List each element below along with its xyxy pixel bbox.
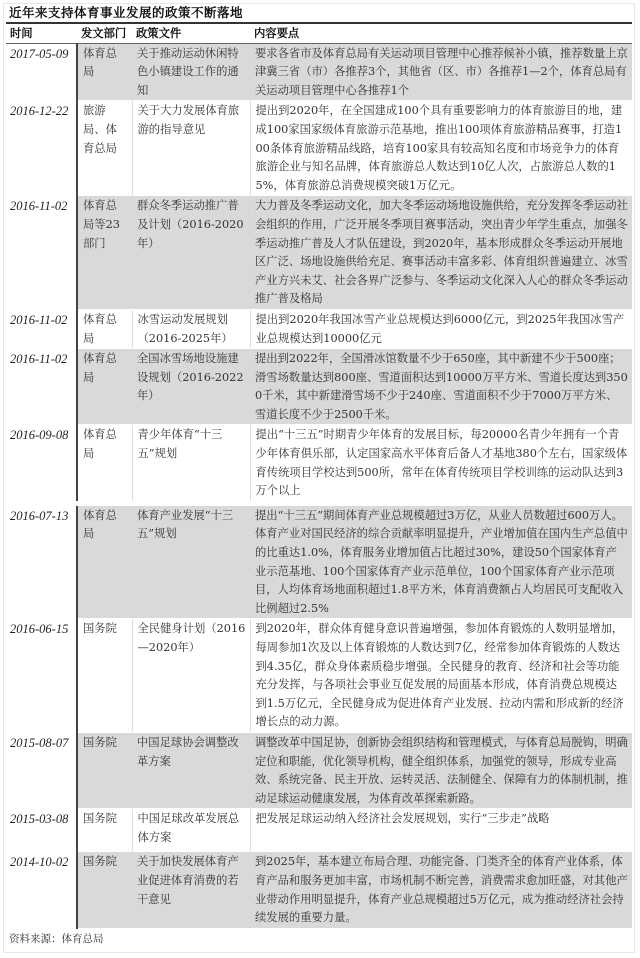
table-row <box>6 196 632 310</box>
table-row <box>6 732 632 808</box>
content-cell: 到2020年，群众体育健身意识普遍增强，参加体育锻炼的人数明显增加，每周参加1次及以上体育锻炼的人数达到7亿，经常参加体育锻炼的人数达到4.35亿，群众身体素质稳步增强。全民健身的教育、经济和社会等功能充分发挥，与各项社会事业互促发展的局面基本形成，体育消费总规模达到1.5万亿元，全民健身成为促进体育产业发展、拉动内需和形成新的经济增长点的动力源。 <box>250 619 632 733</box>
doc-cell: 中国足球改革发展总体方案 <box>132 809 250 852</box>
content-cell: 提出“十三五”时期青少年体育的发展目标，每20000名青少年拥有一个青少年体育俱乐部，认定国家高水平体育后备人才基地380个左右，国家级体育传统项目学校达到500所，常年在体育传统项目学校训练的运动队达到3万个以上 <box>250 425 632 503</box>
table-row <box>6 425 632 503</box>
table-row <box>6 43 632 101</box>
table-row <box>6 309 632 348</box>
date-cell: 2016-11-02 <box>6 309 77 348</box>
table-row <box>6 503 632 619</box>
date-cell: 2016-12-22 <box>6 101 77 196</box>
date-cell: 2016-09-08 <box>6 425 77 503</box>
content-cell: 提出“十三五”期间体育产业总规模超过3万亿，从业人员数超过600万人。体育产业对国民经济的综合贡献率明显提升，产业增加值在国内生产总值中的比重达1.0%，体育服务业增加值占比超过30%，建设50个国家体育产业示范基地、100个国家体育产业示范单位，100个国家体育产业示范项目，人均体育场地面积超过1.8平方米，体育消费额占人均居民可支配收入比例超过2.5% <box>250 503 632 619</box>
dept-cell: 体育总局等23部门 <box>77 196 132 310</box>
header-date: 时间 <box>10 26 33 40</box>
date-cell: 2016-11-02 <box>6 349 77 425</box>
dept-cell: 国务院 <box>77 809 132 852</box>
date-cell: 2016-07-13 <box>6 503 77 619</box>
table-row <box>6 101 632 196</box>
content-cell: 调整改革中国足协，创新协会组织结构和管理模式，与体育总局脱钩，明确定位和职能，优化领导机构，健全组织体系，加强党的领导，形成专业高效、系统完备、民主开放、运转灵活、法制健全、保障有力的体制机制，推动足球运动健康发展，为体育改革探索新路。 <box>250 732 632 808</box>
content-cell: 提出到2020年，在全国建成100个具有重要影响力的体育旅游目的地，建成100家国家级体育旅游示范基地，推出100项体育旅游精品赛事，打造100条体育旅游精品线路，培育100家具有较高知名度和市场竞争力的体育旅游企业与知名品牌，体育旅游总人数达到10亿人次，占旅游总人数的15%，体育旅游总消费规模突破1万亿元。 <box>250 101 632 196</box>
table-row <box>6 619 632 733</box>
table-body <box>6 43 632 928</box>
dept-cell: 国务院 <box>77 619 132 733</box>
doc-cell: 冰雪运动发展规划（2016-2025年） <box>132 309 250 348</box>
page-frame <box>3 3 635 953</box>
content-cell: 大力普及冬季运动文化，加大冬季运动场地设施供给，充分发挥冬季运动社会组织的作用，广泛开展冬季项目赛事活动，突出青少年学生重点，加强冬季运动推广普及人才队伍建设，到2020年，基本形成群众冬季运动开展地区广泛、场地设施供给充足、赛事活动丰富多彩、体育组织普遍建立、冰雪产业方兴未艾、社会各界广泛参与、冬季运动文化深入人心的群众冬季运动推广普及格局 <box>250 196 632 310</box>
table-header <box>6 23 632 43</box>
dept-cell: 体育总局 <box>77 349 132 425</box>
date-cell: 2015-03-08 <box>6 809 77 852</box>
doc-cell: 全国冰雪场地设施建设规划（2016-2022年） <box>132 349 250 425</box>
dept-cell: 体育总局 <box>77 43 132 101</box>
doc-cell: 关于推动运动休闲特色小镇建设工作的通知 <box>132 43 250 101</box>
table-row <box>6 349 632 425</box>
dept-cell: 旅游局、体育总局 <box>77 101 132 196</box>
doc-cell: 群众冬季运动推广普及计划（2016-2020年） <box>132 196 250 310</box>
doc-cell: 青少年体育“十三五”规划 <box>132 425 250 503</box>
table-row <box>6 852 632 928</box>
date-cell: 2016-11-02 <box>6 196 77 310</box>
dept-cell: 体育总局 <box>77 425 132 503</box>
dept-cell: 体育总局 <box>77 309 132 348</box>
doc-cell: 关于加快发展体育产业促进体育消费的若干意见 <box>132 852 250 928</box>
policy-table <box>6 22 632 929</box>
table-title: 近年来支持体育事业发展的政策不断落地 <box>9 5 244 20</box>
source-note: 资料来源：体育总局 <box>9 932 104 945</box>
content-cell: 到2025年，基本建立布局合理、功能完备、门类齐全的体育产业体系，体育产品和服务更加丰富，市场机制不断完善，消费需求愈加旺盛，对其他产业带动作用明显提升，体育产业总规模超过5万亿元，成为推动经济社会持续发展的重要力量。 <box>250 852 632 928</box>
content-cell: 把发展足球运动纳入经济社会发展规划，实行“三步走”战略 <box>250 809 632 852</box>
content-cell: 提出到2020年我国冰雪产业总规模达到6000亿元，到2025年我国冰雪产业总规模达到10000亿元 <box>250 309 632 348</box>
doc-cell: 体育产业发展“十三五”规划 <box>132 503 250 619</box>
dept-cell: 国务院 <box>77 732 132 808</box>
content-cell: 提出到2022年，全国滑冰馆数量不少于650座，其中新建不少于500座；滑雪场数量达到800座、雪道面积达到10000万平方米、雪道长度达到3500千米，其中新建滑雪场不少于240座、雪道面积不少于7000万平方米、雪道长度不少于2500千米。 <box>250 349 632 425</box>
doc-cell: 中国足球协会调整改革方案 <box>132 732 250 808</box>
table-row <box>6 809 632 852</box>
doc-cell: 全民健身计划（2016—2020年） <box>132 619 250 733</box>
date-cell: 2015-08-07 <box>6 732 77 808</box>
content-cell: 要求各省市及体育总局有关运动项目管理中心推荐候补小镇，推荐数量上京津冀三省（市）各推荐3个，其他省（区、市）各推荐1—2个，体育总局有关运动项目管理中心各推荐1个 <box>250 43 632 101</box>
header-doc: 政策文件 <box>136 26 182 40</box>
dept-cell: 国务院 <box>77 852 132 928</box>
date-cell: 2017-05-09 <box>6 43 77 101</box>
doc-cell: 关于大力发展体育旅游的指导意见 <box>132 101 250 196</box>
header-content: 内容要点 <box>254 26 300 40</box>
dept-cell: 体育总局 <box>77 503 132 619</box>
date-cell: 2014-10-02 <box>6 852 77 928</box>
date-cell: 2016-06-15 <box>6 619 77 733</box>
header-dept: 发文部门 <box>81 26 127 40</box>
